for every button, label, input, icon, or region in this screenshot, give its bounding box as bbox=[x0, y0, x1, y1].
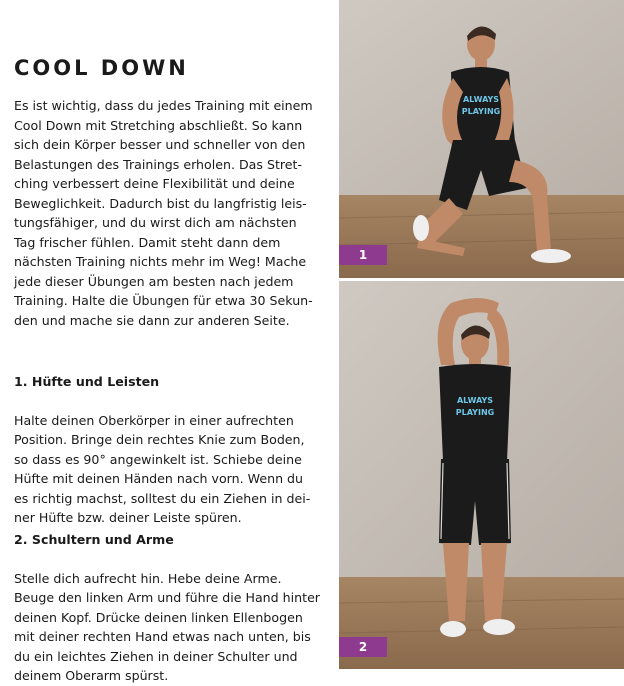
section-body: Stelle dich aufrecht hin. Hebe deine Arme. Beuge den linken Arm und führe die Hand hinter deinen Kopf. Drücke deinen linken Ellenbogen mit deiner rechten Hand etwas nach unten, bis du ein leichtes Ziehen in deiner Schulter und deinem Oberarm spürst. bbox=[14, 570, 320, 683]
svg-text:ALWAYS: ALWAYS bbox=[462, 95, 500, 104]
section-hip-groin bbox=[14, 352, 322, 528]
svg-text:PLAYING: PLAYING bbox=[455, 408, 495, 417]
svg-text:PLAYING: PLAYING bbox=[461, 107, 501, 116]
section-heading: 2. Schultern und Arme bbox=[14, 531, 174, 547]
svg-text:ALWAYS: ALWAYS bbox=[456, 396, 494, 405]
exercise-photo-shoulder bbox=[339, 281, 624, 669]
page-title: COOL DOWN bbox=[14, 56, 189, 80]
exercise-photo-lunge bbox=[339, 0, 624, 278]
section-heading: 1. Hüfte und Leisten bbox=[14, 373, 160, 389]
section-shoulders-arms bbox=[14, 510, 322, 686]
section-body: Halte deinen Oberkörper in einer aufrechten Position. Bringe dein rechtes Knie zum Boden, so dass es 90° angewinkelt ist. Schiebe deine Hüfte mit deinen Händen nach vorn. Wenn du es richtig machst, solltest du ein Ziehen in dei- ner Hüfte bzw. deiner Leiste spüren. bbox=[14, 412, 311, 525]
intro-paragraph: Es ist wichtig, dass du jedes Training mit einem Cool Down mit Stretching abschließt. So kann sich dein Körper besser und schneller von den Belastungen des Trainings erholen. Das Stret- ching verbessert deine Flexibilität und deine Beweglichkeit. Dadurch bist du langfristig leis- tungsfähiger, und du wirst dich am nächsten Tag frischer fühlen. Damit steht dann dem nächsten Training nichts mehr im Weg! Mache jede dieser Übungen am besten nach jedem Training. Halte die Übungen für etwa 30 Sekun- den und mache sie dann zur anderen Seite. bbox=[14, 98, 313, 328]
photo-number-badge: 2 bbox=[339, 637, 387, 657]
photo-number-badge: 1 bbox=[339, 245, 387, 265]
